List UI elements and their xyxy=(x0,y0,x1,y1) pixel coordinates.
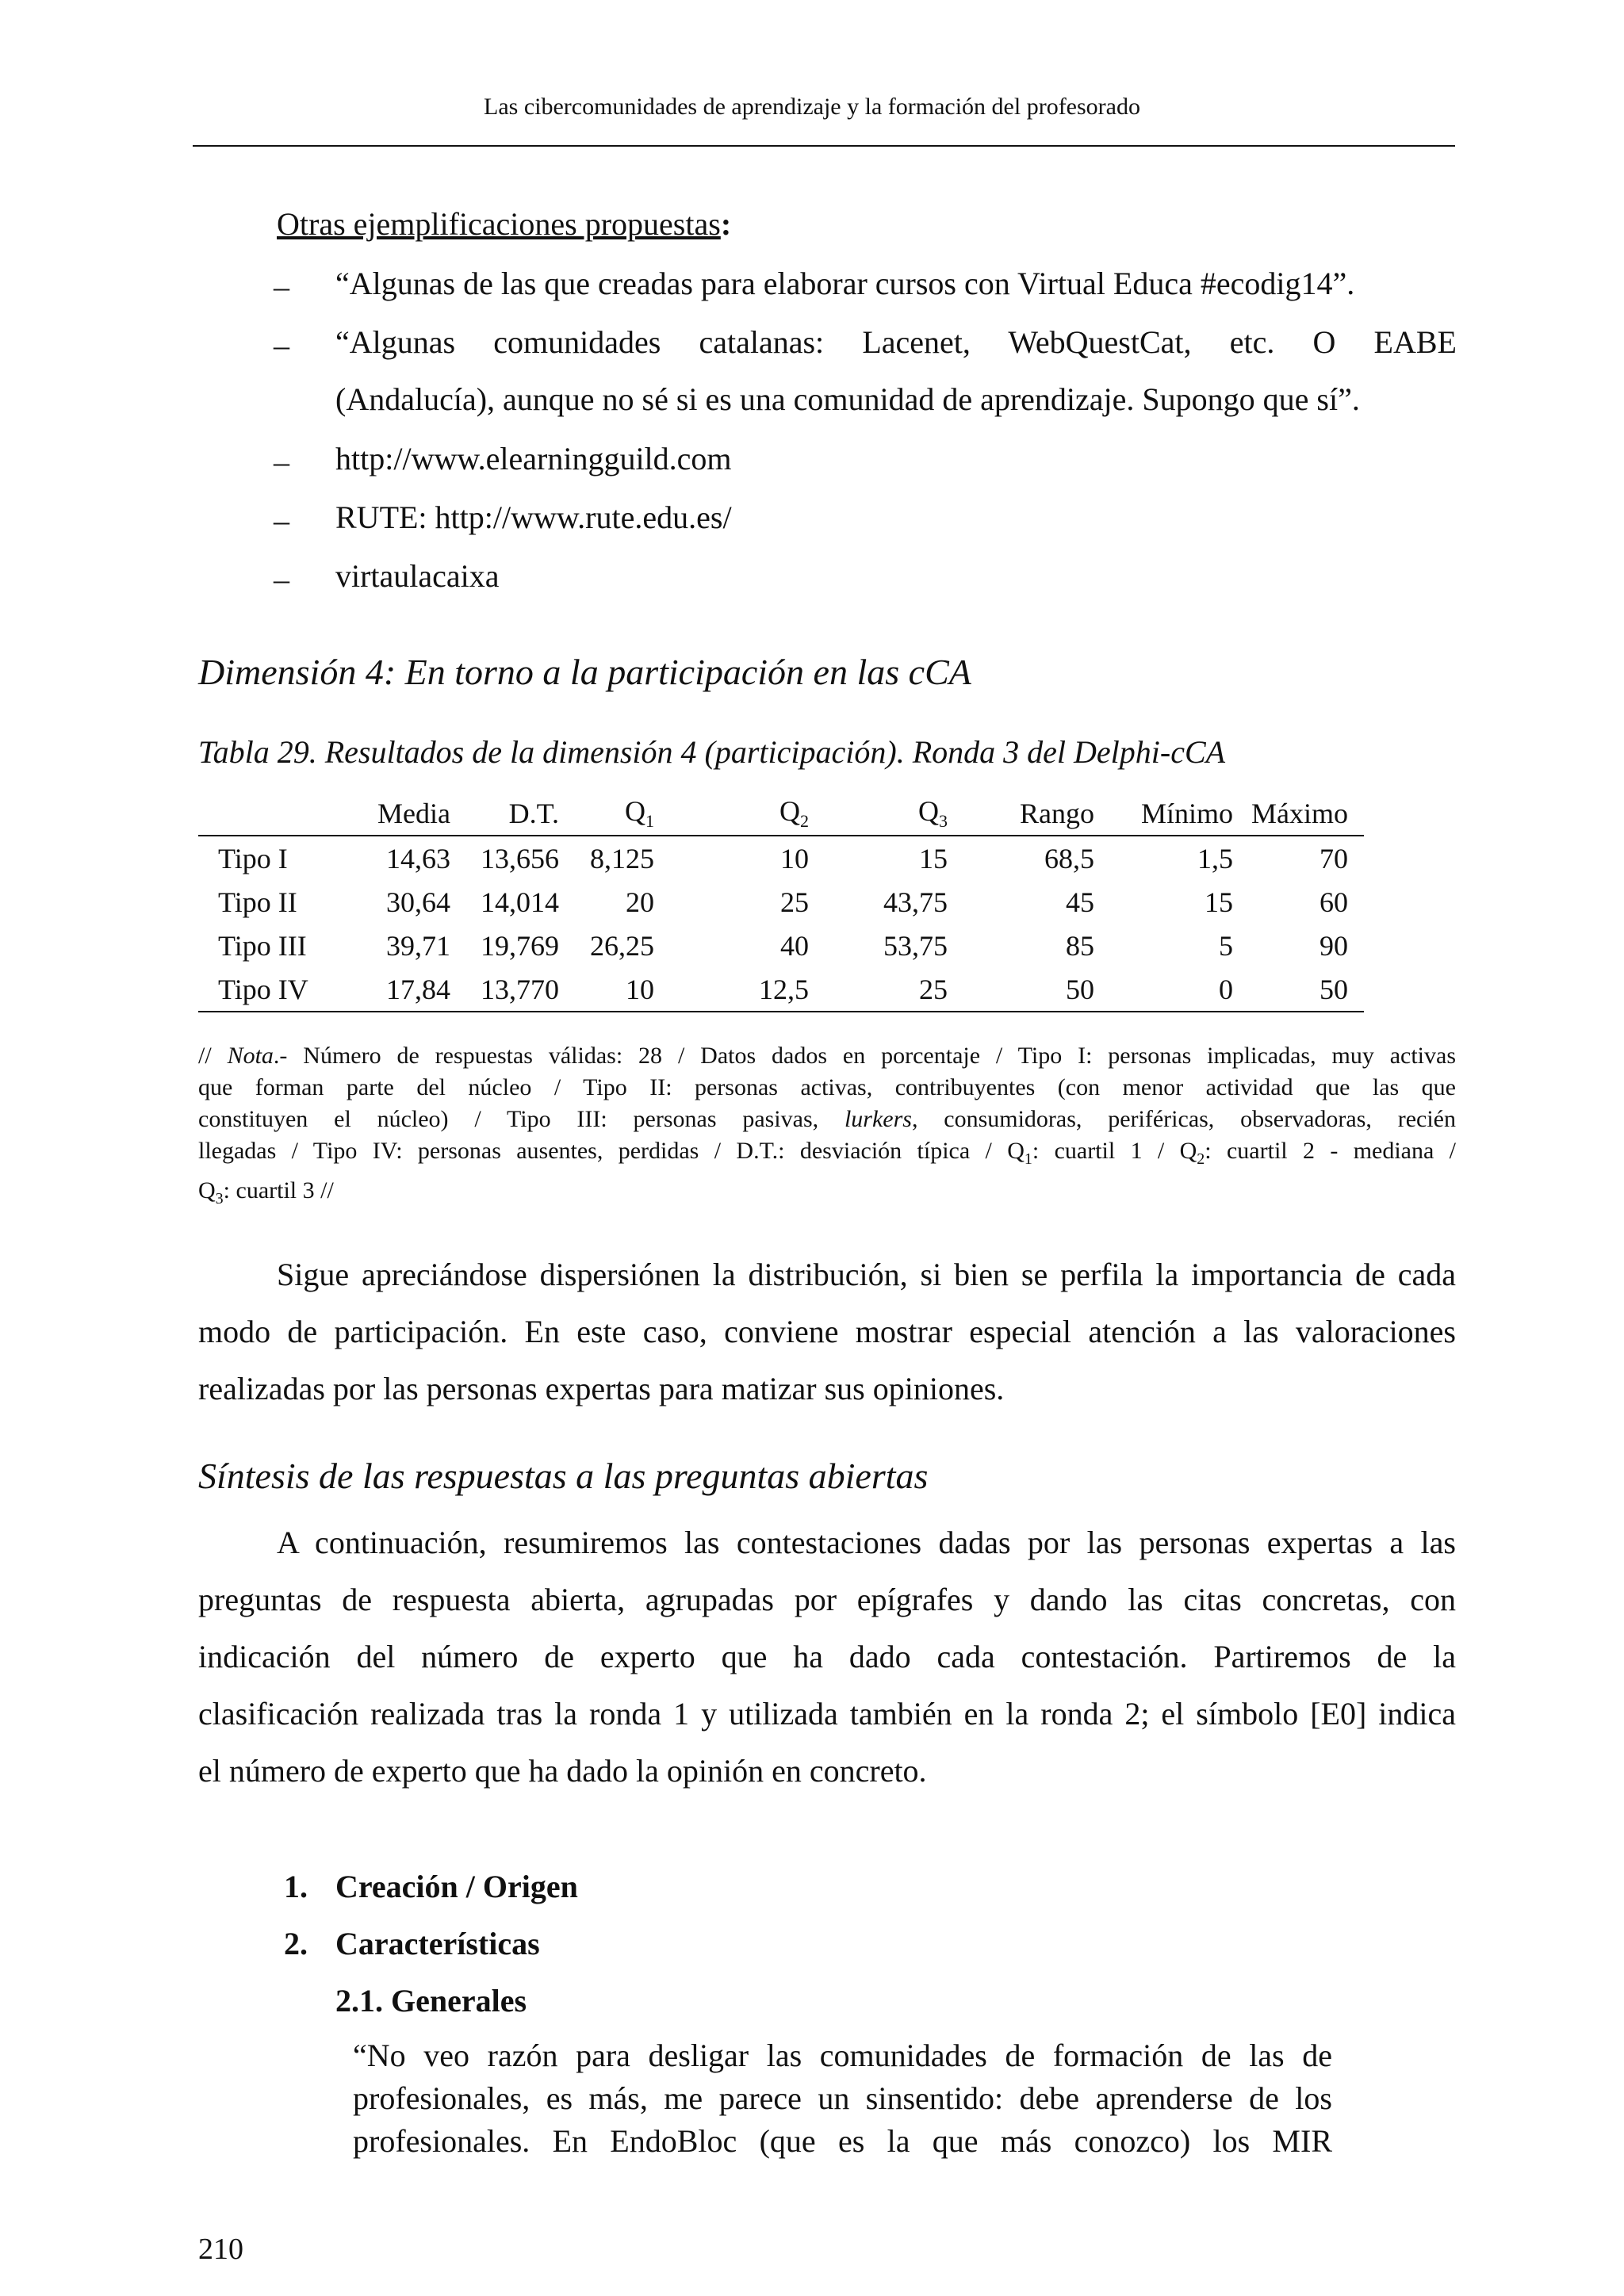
header-q1 xyxy=(559,791,678,836)
cell-q1: 10 xyxy=(626,973,654,1005)
note-text: Q xyxy=(198,1177,216,1203)
subsection-title: Síntesis de las respuestas a las preguntas abiertas xyxy=(198,1456,929,1496)
header-q2 xyxy=(678,791,817,836)
header-q3-letter: Q xyxy=(918,794,939,827)
cell-q3: 53,75 xyxy=(883,929,948,962)
note-text: : cuartil 1 / Q xyxy=(1032,1138,1197,1164)
table-note xyxy=(198,1040,1456,1215)
cell-minimo: 15 xyxy=(1205,886,1233,918)
cell-q2: 40 xyxy=(780,929,809,962)
paragraph-line: modo de participación. En este caso, conviene mostrar especial atención a las valoraciones xyxy=(198,1314,1456,1349)
paragraph-line: el número de experto que ha dado la opinión en concreto. xyxy=(198,1753,927,1789)
cell-q3: 43,75 xyxy=(883,886,948,918)
header-minimo: Mínimo xyxy=(1140,797,1233,829)
header-q1-letter: Q xyxy=(625,794,645,827)
outline-subitem: 2.1. Generales xyxy=(335,1983,527,2019)
cell-q3: 25 xyxy=(919,973,948,1005)
dash-icon: – xyxy=(274,327,289,363)
note-line xyxy=(198,1104,1456,1135)
section-title: Dimensión 4: En torno a la participación en las cCA xyxy=(198,652,971,692)
table-row xyxy=(198,836,1364,880)
cell-q1: 20 xyxy=(626,886,654,918)
row-label: Tipo II xyxy=(218,886,297,918)
note-label: Nota xyxy=(227,1043,274,1069)
outline-item: Características xyxy=(335,1926,540,1961)
table-caption: Tabla 29. Resultados de la dimensión 4 (participación). Ronda 3 del Delphi-cCA xyxy=(198,734,1226,770)
quote-line: profesionales, es más, me parece un sinsentido: debe aprenderse de los xyxy=(353,2080,1332,2116)
example-item: virtaulacaixa xyxy=(335,558,500,594)
outline-item-number: 1. xyxy=(284,1869,308,1904)
header-q2-letter: Q xyxy=(779,794,800,827)
note-text: : cuartil 2 - mediana / xyxy=(1205,1138,1457,1164)
examples-heading-colon: : xyxy=(720,206,732,242)
example-item: “Algunas comunidades catalanas: Lacenet, WebQuestCat, etc. O EABE xyxy=(335,324,1457,360)
note-sub: 1 xyxy=(1024,1150,1032,1168)
dash-icon: – xyxy=(274,444,289,480)
cell-media: 30,64 xyxy=(386,886,450,918)
cell-q2: 25 xyxy=(780,886,809,918)
example-item: “Algunas de las que creadas para elaborar cursos con Virtual Educa #ecodig14”. xyxy=(335,266,1355,301)
note-sub: 2 xyxy=(1197,1150,1205,1168)
cell-rango: 50 xyxy=(1066,973,1094,1005)
cell-minimo: 1,5 xyxy=(1197,842,1233,874)
example-item: http://www.elearningguild.com xyxy=(335,441,732,476)
cell-media: 39,71 xyxy=(386,929,450,962)
cell-maximo: 90 xyxy=(1320,929,1348,962)
dash-icon: – xyxy=(274,503,289,538)
note-text: constituyen el núcleo) / Tipo III: personas pasivas, xyxy=(198,1106,845,1132)
note-italic: lurkers xyxy=(844,1106,912,1132)
cell-media: 14,63 xyxy=(386,842,450,874)
cell-dt: 13,770 xyxy=(481,973,559,1005)
example-item-continuation: (Andalucía), aunque no sé si es una comunidad de aprendizaje. Supongo que sí”. xyxy=(335,381,1360,417)
note-sub: 3 xyxy=(215,1190,224,1207)
note-text: : cuartil 3 // xyxy=(223,1177,334,1203)
examples-heading-text: Otras ejemplificaciones propuestas xyxy=(277,206,721,242)
note-line xyxy=(198,1175,1456,1215)
cell-minimo: 5 xyxy=(1219,929,1233,962)
paragraph-line: realizadas por las personas expertas para matizar sus opiniones. xyxy=(198,1371,1005,1406)
cell-rango: 85 xyxy=(1066,929,1094,962)
quote-line: “No veo razón para desligar las comunidades de formación de las de xyxy=(353,2038,1332,2073)
cell-minimo: 0 xyxy=(1219,973,1233,1005)
note-line xyxy=(198,1135,1456,1175)
cell-dt: 14,014 xyxy=(481,886,559,918)
examples-heading xyxy=(277,206,732,242)
header-q3-sub: 3 xyxy=(939,811,948,832)
running-header: Las cibercomunidades de aprendizaje y la formación del profesorado xyxy=(484,94,1140,120)
paragraph-line: Sigue apreciándose dispersiónen la distribución, si bien se perfila la importancia de cada xyxy=(277,1257,1456,1292)
outline-item: Creación / Origen xyxy=(335,1869,578,1904)
cell-maximo: 60 xyxy=(1320,886,1348,918)
cell-maximo: 70 xyxy=(1320,842,1348,874)
header-maximo: Máximo xyxy=(1251,797,1348,829)
row-label: Tipo IV xyxy=(218,973,308,1005)
dash-icon: – xyxy=(274,269,289,304)
note-lead: // xyxy=(198,1043,228,1069)
note-line: que forman parte del núcleo / Tipo II: personas activas, contribuyentes (con menor actividad que las que xyxy=(198,1074,1456,1100)
header-dt: D.T. xyxy=(508,797,559,829)
note-text: , consumidoras, periféricas, observadoras, recién xyxy=(911,1106,1456,1132)
header-media: Media xyxy=(377,797,450,829)
paragraph-line: clasificación realizada tras la ronda 1 y utilizada también en la ronda 2; el símbolo [E0] indica xyxy=(198,1696,1456,1732)
outline-item-number: 2. xyxy=(284,1926,308,1961)
header-rango: Rango xyxy=(1020,797,1094,829)
cell-q2: 12,5 xyxy=(759,973,809,1005)
note-text: llegadas / Tipo IV: personas ausentes, perdidas / D.T.: desviación típica / Q xyxy=(198,1138,1025,1164)
results-table xyxy=(198,791,1364,1012)
cell-q1: 8,125 xyxy=(590,842,654,874)
header-q1-sub: 1 xyxy=(645,811,654,832)
cell-dt: 19,769 xyxy=(481,929,559,962)
table-row xyxy=(198,967,1364,1012)
row-label: Tipo I xyxy=(218,842,288,874)
cell-rango: 68,5 xyxy=(1044,842,1094,874)
cell-q1: 26,25 xyxy=(590,929,654,962)
cell-q2: 10 xyxy=(780,842,809,874)
header-q3 xyxy=(817,791,956,836)
header-rule xyxy=(193,145,1455,147)
dash-icon: – xyxy=(274,561,289,597)
paragraph-line: A continuación, resumiremos las contestaciones dadas por las personas expertas a las xyxy=(277,1525,1456,1560)
table-row xyxy=(198,880,1364,924)
header-blank xyxy=(198,791,365,836)
quote-line: profesionales. En EndoBloc (que es la que más conozco) los MIR xyxy=(353,2123,1332,2159)
cell-rango: 45 xyxy=(1066,886,1094,918)
page-number: 210 xyxy=(198,2233,243,2266)
paragraph-line: indicación del número de experto que ha dado cada contestación. Partiremos de la xyxy=(198,1639,1456,1674)
cell-q3: 15 xyxy=(919,842,948,874)
note-line xyxy=(198,1040,1456,1072)
cell-dt: 13,656 xyxy=(481,842,559,874)
cell-maximo: 50 xyxy=(1320,973,1348,1005)
row-label: Tipo III xyxy=(218,929,307,962)
cell-media: 17,84 xyxy=(386,973,450,1005)
paragraph-line: preguntas de respuesta abierta, agrupadas por epígrafes y dando las citas concretas, con xyxy=(198,1582,1456,1617)
table-row xyxy=(198,924,1364,967)
note-text: .- Número de respuestas válidas: 28 / Datos dados en porcentaje / Tipo I: personas implicadas, muy activas xyxy=(273,1043,1456,1069)
example-item: RUTE: http://www.rute.edu.es/ xyxy=(335,499,732,535)
header-q2-sub: 2 xyxy=(800,811,809,832)
